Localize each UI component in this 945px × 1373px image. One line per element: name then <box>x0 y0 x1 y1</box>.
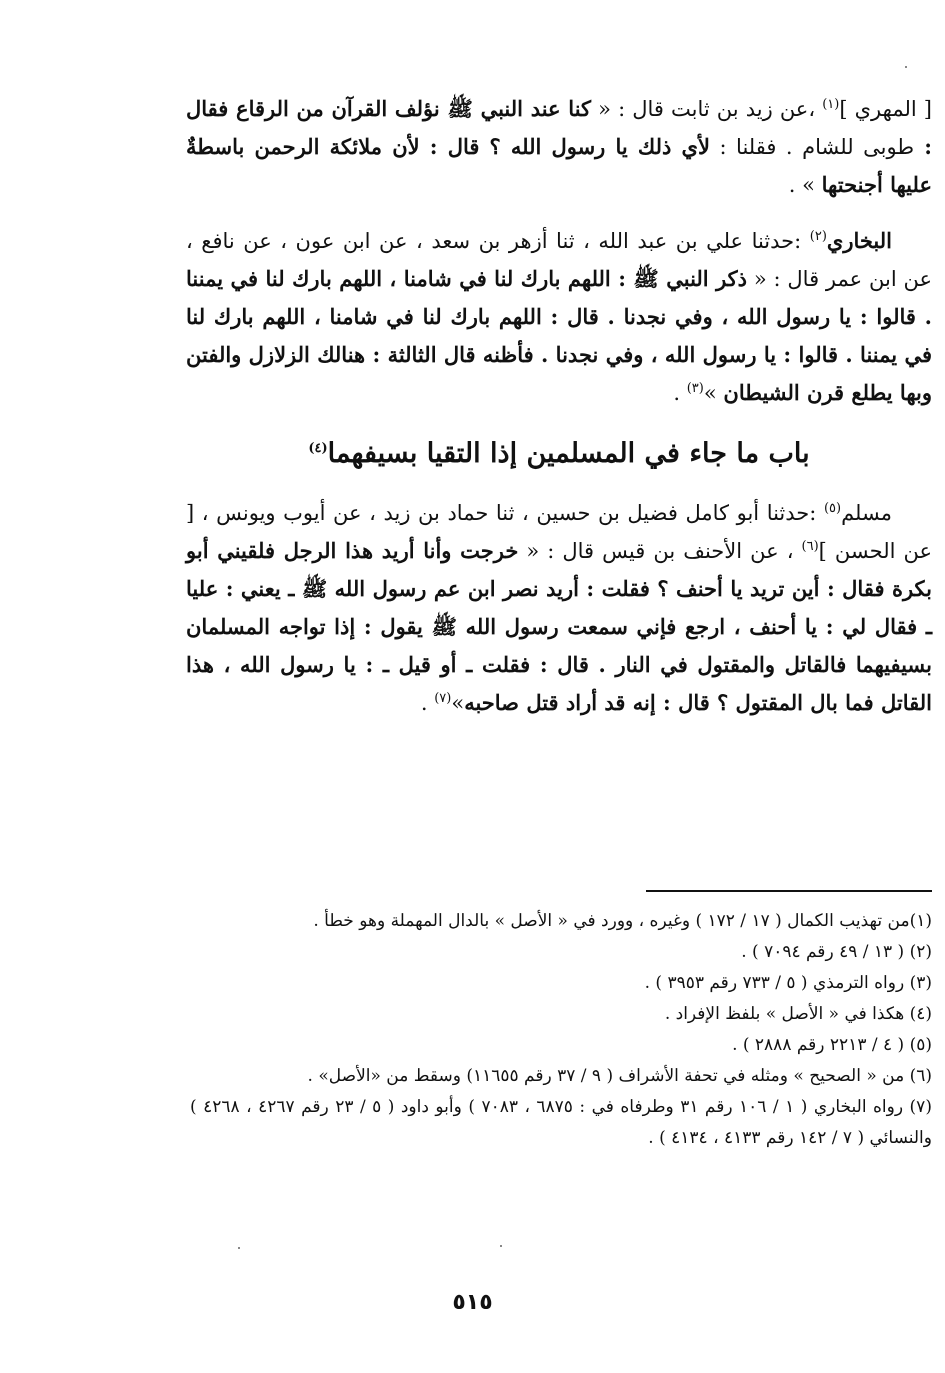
footnote-separator <box>646 890 932 892</box>
source-name: مسلم <box>841 501 892 525</box>
text-segment: :حدثنا علي بن عبد الله ، ثنا أزهر بن سعد ، عن ابن عون ، عن نافع ، عن ابن عمر قال : « <box>186 229 933 291</box>
text-segment: . <box>673 381 687 405</box>
text-segment: ، عن الأحنف بن قيس قال : « <box>518 539 802 563</box>
hadith-text: خرجت وأنا أريد هذا الرجل فلقيني أبو بكرة فقال : أين تريد يا أحنف ؟ فقلت : أريد نصر ابن عم رسول الله ﷺ ـ يعني : عليا ـ فقال لي : يا أحنف ، ارجع فإني سمعت رسول الله ﷺ يقول : إذا تواجه المسلمان بسيفيهما فالقاتل والمقتول في النار . قال : فقلت ـ أو قيل ـ : يا رسول الله ، هذا القاتل فما بال المقتول ؟ قال : إنه قد أراد قتل صاحبه <box>186 538 932 715</box>
footnote-ref: (٦) <box>801 539 819 554</box>
source-name: البخاري <box>826 228 892 253</box>
footnote-ref: (١) <box>822 97 840 112</box>
text-segment: . <box>420 691 435 715</box>
footnotes <box>190 906 932 1154</box>
text-segment: [ المهري ] <box>839 97 932 121</box>
footnote-6: (٦) من « الصحيح » ومثله في تحفة الأشراف ( ٩ / ٣٧ رقم ١١٦٥٥) وسقط من «الأصل» . <box>307 1066 932 1086</box>
heading-text: باب ما جاء في المسلمين إذا التقيا بسيفهما <box>327 438 810 469</box>
footnote-ref: (٤) <box>308 441 328 456</box>
scan-speck <box>238 1247 240 1249</box>
footnote-ref: (٢) <box>809 229 827 244</box>
footnote-3: (٣) رواه الترمذي ( ٥ / ٧٣٣ رقم ٣٩٥٣ ) . <box>644 973 932 993</box>
footnote-4: (٤) هكذا في « الأصل » بلفظ الإفراد . <box>664 1004 932 1024</box>
paragraph-3 <box>186 494 932 722</box>
text-segment: :حدثنا أبو كامل فضيل بن حسين ، ثنا حماد بن زيد ، عن أيوب ويونس ، [ عن الحسن ] <box>186 501 932 563</box>
paragraph-2 <box>186 222 932 412</box>
hadith-text: لأي ذلك يا رسول الله ؟ قال : لأن ملائكة الرحمن باسطةٌ عليها أجنحتها <box>186 134 932 197</box>
footnote-7: (٧) رواه البخاري ( ١ / ١٠٦ رقم ٣١ وطرفاه في : ٦٨٧٥ ، ٧٠٨٣ ) وأبو داود ( ٥ / ٢٣ رقم ٤٢٦٧ ، ٤٢٦٨ ) والنسائي ( ٧ / ١٤٢ رقم ٤١٣٣ ، ٤١٣٤ ) . <box>190 1097 932 1148</box>
scan-speck <box>500 1245 502 1247</box>
hadith-text: ذكر النبي ﷺ : اللهم بارك لنا في شامنا ، اللهم بارك لنا في يمننا . قالوا : يا رسول الله ، وفي نجدنا . قال : اللهم بارك لنا في شامنا ، اللهم بارك لنا في يمننا . قالوا : يا رسول الله ، وفي نجدنا . فأظنه قال الثالثة : هنالك الزلازل والفتن وبها يطلع قرن الشيطان <box>186 266 932 405</box>
chapter-heading <box>186 434 932 474</box>
footnote-2: (٢) ( ١٣ / ٤٩ رقم ٧٠٩٤ ) . <box>741 942 932 962</box>
text-segment: طوبى للشام . فقلنا : <box>709 135 915 159</box>
text-segment: ،عن زيد بن ثابت قال : « <box>591 97 823 121</box>
text-segment: » <box>703 381 724 405</box>
footnote-ref: (٧) <box>434 691 452 706</box>
footnote-ref: (٣) <box>686 381 704 396</box>
text-segment: » . <box>788 173 822 197</box>
scan-speck <box>905 66 907 68</box>
footnote-ref: (٥) <box>823 501 842 516</box>
footnote-1: (١)من تهذيب الكمال ( ١٧ / ١٧٢ ) وغيره ، وورد في « الأصل » بالدال المهملة وهو خطأ . <box>313 911 932 931</box>
hadith-text: كنا عند النبي ﷺ نؤلف القرآن من الرقاع فقال : <box>186 96 932 159</box>
text-segment: » <box>451 691 465 715</box>
paragraph-1 <box>186 90 932 204</box>
main-text <box>186 90 932 740</box>
footnote-5: (٥) ( ٤ / ٢٢١٣ رقم ٢٨٨٨ ) . <box>732 1035 932 1055</box>
page-number: ٥١٥ <box>452 1290 493 1315</box>
